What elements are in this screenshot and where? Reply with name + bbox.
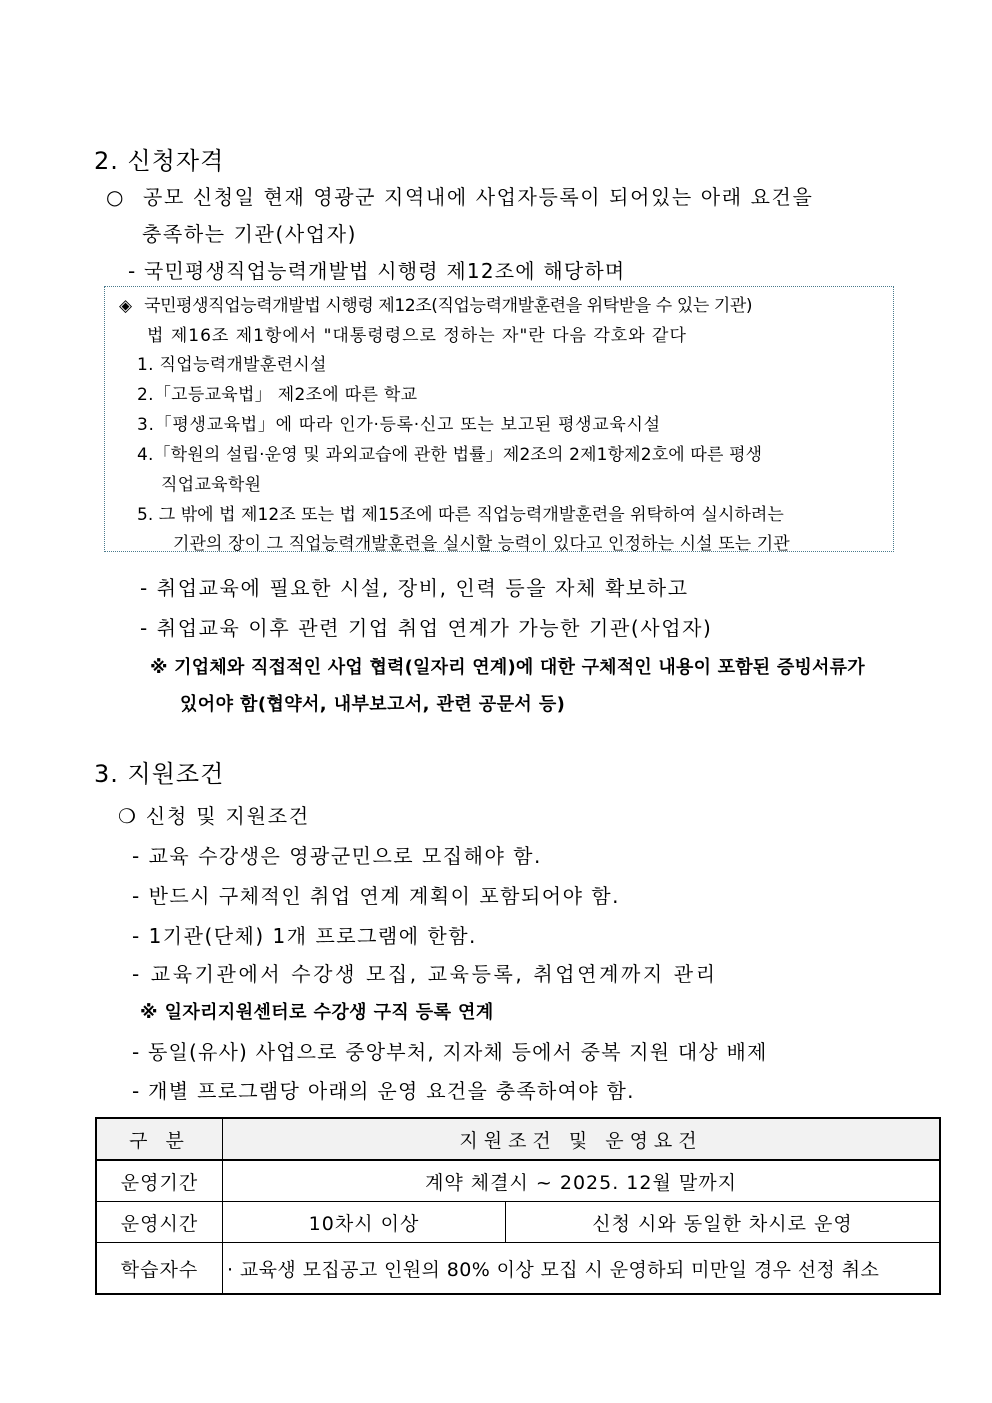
table-row: [96, 1202, 940, 1243]
table-header-conditions: 지원조건 및 운영요건: [223, 1118, 941, 1160]
requirements-table: [95, 1117, 941, 1295]
section3-item-3: - 1기관(단체) 1개 프로그램에 한함.: [132, 924, 477, 948]
section2-sub1: - 국민평생직업능력개발법 시행령 제12조에 해당하며: [128, 259, 626, 283]
section2-main-text-1: 공모 신청일 현재 영광군 지역내에 사업자등록이 되어있는 아래 요건을: [143, 185, 814, 209]
law-item-3: 3.「평생교육법」에 따라 인가·등록·신고 또는 보고된 평생교육시설: [137, 415, 661, 435]
section2-sub3: - 취업교육 이후 관련 기업 취업 연계가 가능한 기관(사업자): [140, 616, 713, 640]
law-intro: 법 제16조 제1항에서 "대통령령으로 정하는 자"란 다음 각호와 같다: [147, 326, 687, 346]
section2-main-text-2: 충족하는 기관(사업자): [142, 222, 358, 246]
section3-item-2: - 반드시 구체적인 취업 연계 계획이 포함되어야 함.: [132, 884, 620, 908]
table-row: [96, 1160, 940, 1202]
law-item-4-line2: 직업교육학원: [161, 475, 262, 495]
circle-bullet: ○: [106, 185, 126, 209]
law-item-5-line1: 5. 그 밖에 법 제12조 또는 법 제15조에 따른 직업능력개발훈련을 위탁하여 실시하려는: [137, 505, 784, 525]
section3-title: 3. 지원조건: [94, 760, 225, 788]
section3-bullet-line: ❍ 신청 및 지원조건: [118, 804, 311, 828]
table-row: [96, 1243, 940, 1295]
law-title-line: [119, 291, 752, 316]
law-item-4-line1: 4.「학원의 설립·운영 및 과외교습에 관한 법률」제2조의 2제1항제2호에 따른 평생: [137, 445, 763, 465]
section3-item-1: - 교육 수강생은 영광군민으로 모집해야 함.: [132, 844, 542, 868]
table-row-label: 운영시간: [96, 1202, 223, 1243]
section2-note-line1: ※ 기업체와 직접적인 사업 협력(일자리 연계)에 대한 구체적인 내용이 포함된 증빙서류가: [150, 657, 865, 678]
table-row-value-a: 10차시 이상: [223, 1202, 506, 1243]
section2-title: 2. 신청자격: [94, 147, 225, 175]
table-row-value: 계약 체결시 ~ 2025. 12월 말까지: [223, 1160, 941, 1202]
diamond-marker-icon: ◈: [119, 296, 133, 316]
section3-item-6: - 개별 프로그램당 아래의 운영 요건을 충족하여야 함.: [132, 1079, 635, 1103]
law-item-2: 2.「고등교육법」 제2조에 따른 학교: [137, 385, 418, 405]
table-header-row: [96, 1118, 940, 1160]
law-title: 국민평생직업능력개발법 시행령 제12조(직업능력개발훈련을 위탁받을 수 있는 기관): [144, 296, 753, 316]
section3-item-5: - 동일(유사) 사업으로 중앙부처, 지자체 등에서 중복 지원 대상 배제: [132, 1040, 768, 1064]
table-row-value-b: 신청 시와 동일한 차시로 운영: [506, 1202, 941, 1243]
table-header-category: 구 분: [96, 1118, 223, 1160]
law-item-5-line2: 기관의 장이 그 직업능력개발훈련을 실시할 능력이 있다고 인정하는 시설 또는 기관: [173, 534, 790, 554]
law-item-1: 1. 직업능력개발훈련시설: [137, 355, 327, 375]
section2-note-line2: 있어야 함(협약서, 내부보고서, 관련 공문서 등): [180, 694, 566, 715]
law-excerpt-box: [104, 286, 894, 552]
table-row-label: 학습자수: [96, 1243, 223, 1295]
section2-main-line: [106, 181, 813, 210]
section3-note: ※ 일자리지원센터로 수강생 구직 등록 연계: [140, 1002, 494, 1023]
table-row-label: 운영기간: [96, 1160, 223, 1202]
section2-sub2: - 취업교육에 필요한 시설, 장비, 인력 등을 자체 확보하고: [140, 576, 689, 600]
section3-item-4: - 교육기관에서 수강생 모집, 교육등록, 취업연계까지 관리: [132, 962, 718, 986]
table-row-value: · 교육생 모집공고 인원의 80% 이상 모집 시 운영하되 미만일 경우 선정 취소: [223, 1243, 941, 1295]
